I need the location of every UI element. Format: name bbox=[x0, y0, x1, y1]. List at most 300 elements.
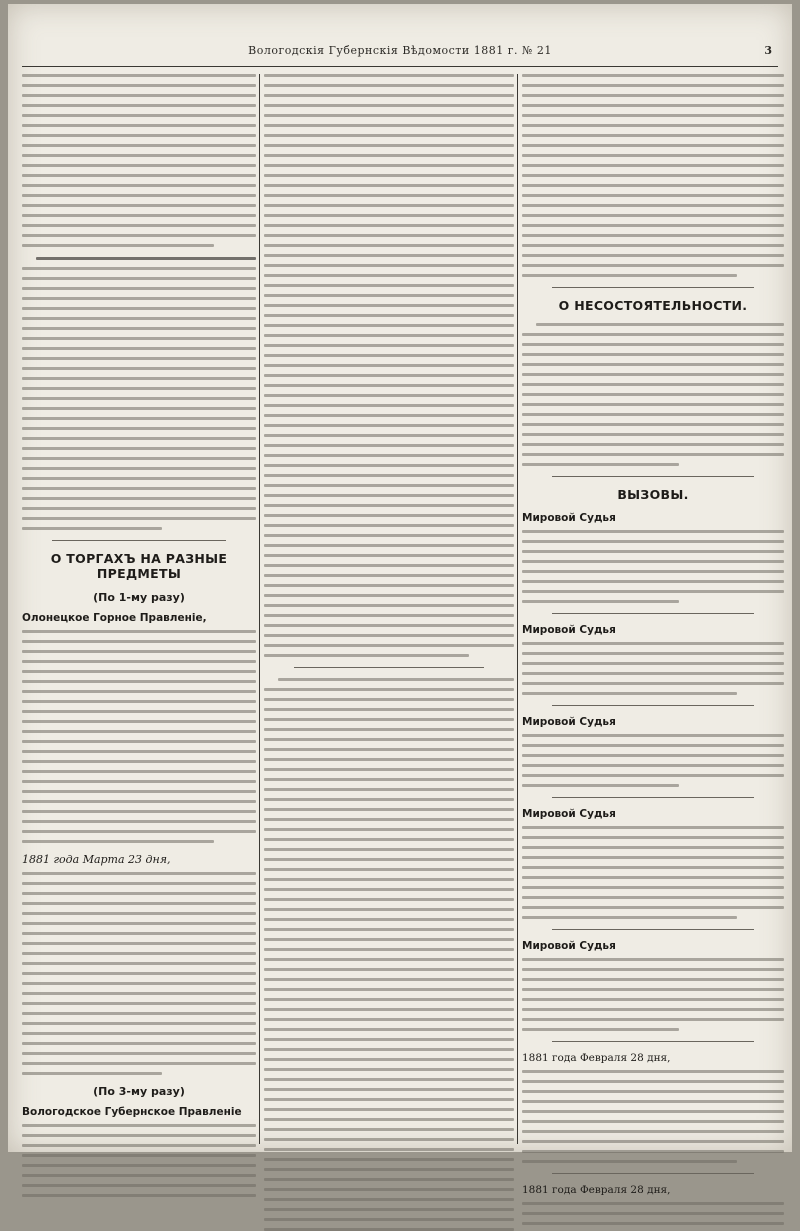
text-line bbox=[264, 818, 514, 821]
text-line bbox=[264, 718, 514, 721]
divider bbox=[552, 1173, 754, 1174]
text-block bbox=[522, 530, 784, 603]
text-line bbox=[522, 184, 784, 187]
text-line bbox=[522, 1222, 784, 1225]
text-line bbox=[264, 1158, 514, 1161]
text-line bbox=[22, 104, 256, 107]
text-line bbox=[22, 932, 256, 935]
text-line bbox=[522, 560, 784, 563]
text-line bbox=[22, 640, 256, 643]
text-block bbox=[264, 74, 514, 657]
text-line bbox=[22, 962, 256, 965]
text-line bbox=[264, 474, 514, 477]
text-line bbox=[522, 1070, 784, 1073]
text-block bbox=[522, 734, 784, 787]
text-line bbox=[264, 334, 514, 337]
text-line bbox=[22, 317, 256, 320]
text-line bbox=[264, 504, 514, 507]
text-line bbox=[522, 998, 784, 1001]
text-line bbox=[522, 590, 784, 593]
text-line bbox=[522, 662, 784, 665]
text-line bbox=[264, 274, 514, 277]
text-line bbox=[22, 347, 256, 350]
text-line bbox=[522, 958, 784, 961]
text-line bbox=[22, 650, 256, 653]
text-line bbox=[522, 453, 784, 456]
text-line bbox=[522, 443, 784, 446]
text-line bbox=[264, 264, 514, 267]
text-line bbox=[264, 154, 514, 157]
text-line bbox=[22, 224, 256, 227]
text-line bbox=[22, 972, 256, 975]
text-line bbox=[264, 738, 514, 741]
text-line bbox=[522, 174, 784, 177]
text-line bbox=[22, 387, 256, 390]
text-line bbox=[22, 277, 256, 280]
text-line bbox=[522, 734, 784, 737]
text-line bbox=[264, 234, 514, 237]
text-line bbox=[22, 1052, 256, 1055]
text-block bbox=[264, 678, 514, 1231]
text-line bbox=[264, 324, 514, 327]
text-line bbox=[22, 244, 214, 247]
text-line bbox=[22, 1042, 256, 1045]
text-line bbox=[22, 74, 256, 77]
text-line bbox=[264, 908, 514, 911]
text-line bbox=[264, 124, 514, 127]
page-header-title: Вологодскія Губернскія Вѣдомости 1881 г. № 21 bbox=[248, 44, 552, 57]
text-line bbox=[522, 1100, 784, 1103]
text-line bbox=[522, 744, 784, 747]
text-line bbox=[22, 710, 256, 713]
text-line bbox=[264, 868, 514, 871]
text-line bbox=[264, 748, 514, 751]
text-line bbox=[522, 916, 737, 919]
text-line bbox=[522, 423, 784, 426]
text-line bbox=[264, 798, 514, 801]
text-line bbox=[264, 728, 514, 731]
text-line bbox=[22, 367, 256, 370]
text-line bbox=[264, 928, 514, 931]
text-line bbox=[22, 267, 256, 270]
text-line bbox=[264, 978, 514, 981]
text-line bbox=[264, 1108, 514, 1111]
text-line bbox=[264, 314, 514, 317]
text-line bbox=[22, 1022, 256, 1025]
text-line bbox=[22, 447, 256, 450]
text-block bbox=[22, 1124, 256, 1197]
text-line bbox=[22, 437, 256, 440]
text-line bbox=[22, 124, 256, 127]
text-line bbox=[22, 1194, 256, 1197]
text-line bbox=[522, 1140, 784, 1143]
text-line bbox=[522, 774, 784, 777]
text-line bbox=[522, 104, 784, 107]
text-line bbox=[522, 1018, 784, 1021]
text-line bbox=[264, 828, 514, 831]
text-line bbox=[522, 836, 784, 839]
text-line bbox=[22, 174, 256, 177]
text-block bbox=[22, 257, 256, 530]
text-line bbox=[22, 144, 256, 147]
notice-lead: Олонецкое Горное Правленіе, bbox=[22, 612, 207, 624]
text-line bbox=[264, 1068, 514, 1071]
divider bbox=[552, 797, 754, 798]
text-line bbox=[264, 708, 514, 711]
divider bbox=[552, 613, 754, 614]
notice-lead-date: 1881 года Марта 23 дня, bbox=[22, 853, 171, 866]
text-line bbox=[264, 1188, 514, 1191]
text-line bbox=[22, 830, 256, 833]
text-line bbox=[264, 1168, 514, 1171]
text-line bbox=[522, 866, 784, 869]
text-line bbox=[22, 397, 256, 400]
column-divider-1 bbox=[259, 74, 260, 1144]
text-line bbox=[22, 1062, 256, 1065]
text-line bbox=[522, 540, 784, 543]
text-line bbox=[22, 234, 256, 237]
text-line bbox=[22, 770, 256, 773]
section-title-calls: ВЫЗОВЫ. bbox=[617, 487, 689, 502]
text-line bbox=[522, 74, 784, 77]
text-line bbox=[264, 1128, 514, 1131]
text-line bbox=[264, 444, 514, 447]
text-line bbox=[22, 1184, 256, 1187]
text-line bbox=[264, 184, 514, 187]
text-line bbox=[22, 1144, 256, 1147]
text-line bbox=[22, 164, 256, 167]
text-line bbox=[522, 1150, 784, 1153]
text-line bbox=[264, 254, 514, 257]
text-line bbox=[22, 184, 256, 187]
text-line bbox=[264, 698, 514, 701]
text-line bbox=[264, 1178, 514, 1181]
text-line bbox=[22, 952, 256, 955]
text-line bbox=[522, 463, 679, 466]
text-line bbox=[22, 630, 256, 633]
text-line bbox=[264, 1218, 514, 1221]
text-line bbox=[22, 892, 256, 895]
text-block bbox=[22, 74, 256, 247]
text-line bbox=[522, 413, 784, 416]
text-line bbox=[264, 1008, 514, 1011]
text-line bbox=[264, 788, 514, 791]
text-line bbox=[264, 768, 514, 771]
text-line bbox=[22, 992, 256, 995]
text-line bbox=[264, 424, 514, 427]
text-line bbox=[522, 124, 784, 127]
text-line bbox=[264, 888, 514, 891]
text-block bbox=[522, 1202, 784, 1225]
text-block bbox=[522, 74, 784, 277]
text-line bbox=[522, 764, 784, 767]
text-line bbox=[264, 164, 514, 167]
text-line bbox=[522, 1212, 784, 1215]
text-line bbox=[264, 374, 514, 377]
text-line bbox=[264, 524, 514, 527]
text-line bbox=[22, 810, 256, 813]
text-line bbox=[522, 84, 784, 87]
section-title-trades: О ТОРГАХЪ НА РАЗНЫЕ ПРЕДМЕТЫ bbox=[50, 551, 228, 581]
column-divider-2 bbox=[517, 74, 518, 1144]
text-line bbox=[22, 377, 256, 380]
divider bbox=[552, 929, 754, 930]
text-line bbox=[522, 94, 784, 97]
text-line bbox=[264, 878, 514, 881]
text-line bbox=[264, 144, 514, 147]
text-line bbox=[22, 327, 256, 330]
text-line bbox=[264, 494, 514, 497]
text-line bbox=[536, 323, 784, 326]
column-right bbox=[522, 74, 784, 1196]
text-line bbox=[22, 287, 256, 290]
text-line bbox=[264, 634, 514, 637]
text-line bbox=[522, 363, 784, 366]
text-line bbox=[264, 364, 514, 367]
text-line bbox=[264, 644, 514, 647]
notice-lead: Мировой Судья bbox=[522, 716, 616, 728]
text-block bbox=[522, 958, 784, 1031]
text-line bbox=[522, 244, 784, 247]
text-line bbox=[264, 434, 514, 437]
text-block bbox=[522, 1070, 784, 1163]
text-line bbox=[22, 1134, 256, 1137]
text-line bbox=[264, 758, 514, 761]
text-line bbox=[522, 224, 784, 227]
text-line bbox=[22, 517, 256, 520]
notice-date: 1881 года Февраля 28 дня, bbox=[522, 1052, 671, 1064]
text-line bbox=[22, 507, 256, 510]
text-line bbox=[22, 1174, 256, 1177]
text-line bbox=[522, 692, 737, 695]
text-block bbox=[522, 826, 784, 919]
text-line bbox=[522, 204, 784, 207]
text-line bbox=[22, 820, 256, 823]
text-line bbox=[22, 114, 256, 117]
text-line bbox=[22, 690, 256, 693]
text-line bbox=[264, 584, 514, 587]
text-line bbox=[522, 353, 784, 356]
text-line bbox=[22, 1002, 256, 1005]
text-block bbox=[22, 630, 256, 843]
text-line bbox=[264, 284, 514, 287]
text-line bbox=[264, 1058, 514, 1061]
text-line bbox=[522, 754, 784, 757]
text-line bbox=[264, 688, 514, 691]
text-line bbox=[522, 580, 784, 583]
text-line bbox=[264, 74, 514, 77]
section-title-insolvency: О НЕСОСТОЯТЕЛЬНОСТИ. bbox=[558, 298, 748, 313]
text-line bbox=[522, 1090, 784, 1093]
text-line bbox=[22, 1164, 256, 1167]
text-line bbox=[264, 384, 514, 387]
text-line bbox=[264, 938, 514, 941]
text-line bbox=[264, 1198, 514, 1201]
text-line bbox=[522, 134, 784, 137]
page-header bbox=[8, 44, 792, 64]
text-line bbox=[522, 164, 784, 167]
text-line bbox=[264, 94, 514, 97]
text-line bbox=[264, 1138, 514, 1141]
text-line bbox=[22, 840, 214, 843]
text-line bbox=[522, 652, 784, 655]
text-line bbox=[22, 760, 256, 763]
text-line bbox=[264, 134, 514, 137]
text-line bbox=[264, 244, 514, 247]
text-line bbox=[22, 194, 256, 197]
text-line bbox=[522, 433, 784, 436]
text-line bbox=[522, 826, 784, 829]
text-line bbox=[264, 1118, 514, 1121]
text-line bbox=[264, 304, 514, 307]
text-line bbox=[522, 784, 679, 787]
text-line bbox=[522, 978, 784, 981]
text-line bbox=[522, 214, 784, 217]
text-line bbox=[522, 642, 784, 645]
text-line bbox=[522, 333, 784, 336]
text-line bbox=[522, 154, 784, 157]
text-line bbox=[522, 896, 784, 899]
text-line bbox=[522, 1202, 784, 1205]
text-line bbox=[22, 882, 256, 885]
text-line bbox=[522, 846, 784, 849]
text-line bbox=[522, 600, 679, 603]
text-line bbox=[522, 968, 784, 971]
text-line bbox=[522, 264, 784, 267]
text-line bbox=[264, 858, 514, 861]
text-line bbox=[264, 544, 514, 547]
text-line bbox=[264, 988, 514, 991]
text-line bbox=[264, 1018, 514, 1021]
text-line bbox=[22, 467, 256, 470]
text-line bbox=[22, 457, 256, 460]
text-line bbox=[522, 114, 784, 117]
newspaper-page bbox=[8, 4, 792, 1196]
text-line bbox=[264, 808, 514, 811]
text-line bbox=[22, 902, 256, 905]
text-line bbox=[264, 534, 514, 537]
text-line bbox=[22, 1124, 256, 1127]
text-line bbox=[22, 154, 256, 157]
text-line bbox=[264, 294, 514, 297]
divider bbox=[294, 667, 484, 668]
text-line bbox=[22, 670, 256, 673]
subsection-title: (По 3-му разу) bbox=[93, 1085, 185, 1098]
text-line bbox=[264, 998, 514, 1001]
text-line bbox=[22, 407, 256, 410]
text-line bbox=[22, 214, 256, 217]
text-line bbox=[264, 344, 514, 347]
text-block bbox=[522, 642, 784, 695]
text-line bbox=[522, 682, 784, 685]
text-line bbox=[264, 104, 514, 107]
text-line bbox=[264, 958, 514, 961]
divider bbox=[52, 540, 226, 541]
text-line bbox=[264, 414, 514, 417]
notice-date: 1881 года Февраля 28 дня, bbox=[522, 1184, 671, 1196]
text-line bbox=[22, 84, 256, 87]
text-line bbox=[264, 624, 514, 627]
text-line bbox=[522, 1110, 784, 1113]
text-line bbox=[264, 394, 514, 397]
notice-lead: Мировой Судья bbox=[522, 940, 616, 952]
text-line bbox=[522, 194, 784, 197]
text-line bbox=[22, 720, 256, 723]
divider bbox=[552, 287, 754, 288]
text-line bbox=[22, 527, 162, 530]
text-line bbox=[522, 393, 784, 396]
text-line bbox=[264, 968, 514, 971]
text-line bbox=[522, 1008, 784, 1011]
header-rule bbox=[22, 66, 778, 67]
text-line bbox=[264, 1148, 514, 1151]
text-line bbox=[264, 948, 514, 951]
text-line bbox=[522, 906, 784, 909]
text-line bbox=[22, 297, 256, 300]
text-line bbox=[22, 477, 256, 480]
text-line bbox=[522, 144, 784, 147]
text-line bbox=[264, 574, 514, 577]
text-line bbox=[22, 427, 256, 430]
text-line bbox=[522, 373, 784, 376]
divider bbox=[552, 1041, 754, 1042]
text-line bbox=[22, 357, 256, 360]
column-left bbox=[22, 74, 256, 1124]
text-line bbox=[522, 886, 784, 889]
text-line bbox=[522, 1130, 784, 1133]
text-line bbox=[22, 94, 256, 97]
text-line bbox=[22, 872, 256, 875]
text-line bbox=[264, 204, 514, 207]
text-line bbox=[522, 550, 784, 553]
notice-lead: Мировой Судья bbox=[522, 512, 616, 524]
subsection-title: (По 1-му разу) bbox=[93, 591, 185, 604]
text-line bbox=[22, 680, 256, 683]
notice-lead: Вологодское Губернское Правленіе bbox=[22, 1106, 242, 1118]
text-line bbox=[22, 417, 256, 420]
text-line bbox=[22, 1032, 256, 1035]
text-line bbox=[22, 700, 256, 703]
text-line bbox=[264, 838, 514, 841]
text-line bbox=[22, 1012, 256, 1015]
divider bbox=[552, 705, 754, 706]
text-line bbox=[264, 1028, 514, 1031]
text-line bbox=[22, 790, 256, 793]
text-line bbox=[522, 876, 784, 879]
text-line bbox=[22, 922, 256, 925]
text-line bbox=[22, 800, 256, 803]
text-line bbox=[22, 134, 256, 137]
text-line bbox=[522, 274, 737, 277]
text-line bbox=[522, 343, 784, 346]
text-line bbox=[22, 750, 256, 753]
text-line bbox=[22, 660, 256, 663]
text-line bbox=[264, 1208, 514, 1211]
text-line bbox=[264, 1098, 514, 1101]
text-line bbox=[522, 1080, 784, 1083]
text-line bbox=[22, 487, 256, 490]
notice-lead: Мировой Судья bbox=[522, 808, 616, 820]
text-line bbox=[522, 672, 784, 675]
text-line bbox=[264, 464, 514, 467]
text-line bbox=[264, 604, 514, 607]
text-line bbox=[264, 354, 514, 357]
text-line bbox=[278, 678, 514, 681]
text-line bbox=[22, 780, 256, 783]
text-line bbox=[264, 1088, 514, 1091]
text-line bbox=[264, 554, 514, 557]
text-line bbox=[22, 740, 256, 743]
